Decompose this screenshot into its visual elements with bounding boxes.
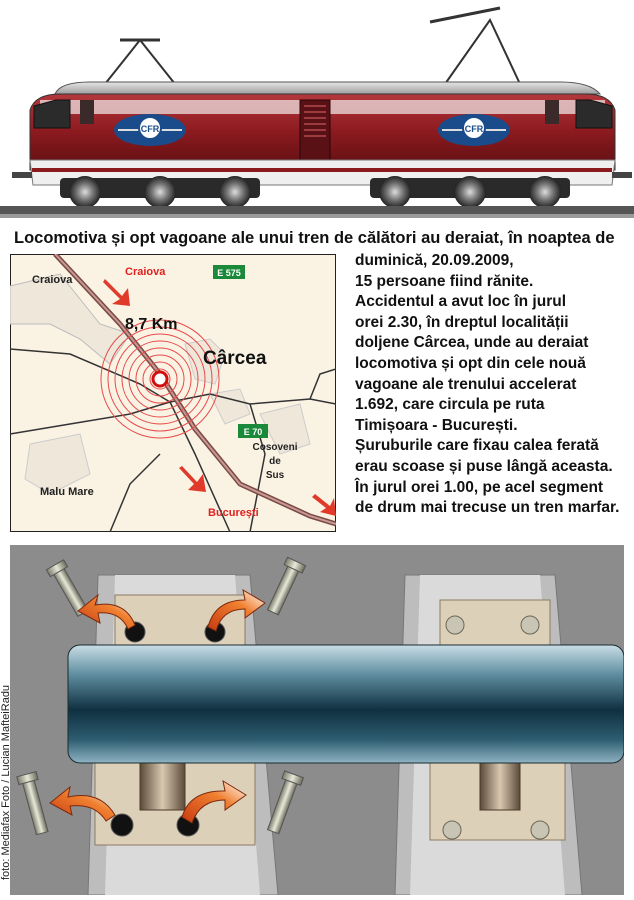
- body-line: vagoane ale trenului accelerat: [355, 375, 577, 393]
- svg-text:CFR: CFR: [464, 124, 484, 134]
- body-line: de drum mai trecuse un tren marfar.: [355, 499, 620, 517]
- locomotive-illustration: [0, 0, 634, 222]
- label-distance: 8,7 Km: [125, 316, 178, 333]
- pantograph-left: [105, 40, 175, 84]
- bogie-right: [370, 176, 570, 208]
- body-line: doljene Cârcea, unde au deraiat: [355, 334, 589, 352]
- label-malu-mare: Malu Mare: [40, 486, 94, 498]
- label-cosoveni-1: Cosoveni: [252, 442, 298, 453]
- label-craiova-route: Craiova: [125, 266, 166, 278]
- cfr-logo-right: [438, 114, 510, 146]
- label-cosoveni-2: de: [269, 456, 281, 467]
- rail-fastening-diagram: [10, 545, 624, 895]
- pantograph-right: [430, 8, 520, 84]
- photo-credit: foto: Mediafax Foto / Lucian MafteiRadu: [0, 684, 12, 880]
- body-line: 15 persoane fiind rănite.: [355, 272, 534, 290]
- body-line: În jurul orei 1.00, pe acel segment: [355, 478, 604, 496]
- body-line: duminică, 20.09.2009,: [355, 252, 514, 269]
- body-line: orei 2.30, în dreptul localității: [355, 313, 569, 331]
- locomotive-roof: [55, 82, 600, 94]
- body-line: Timișoara - București.: [355, 416, 518, 434]
- rail-beam: [68, 645, 624, 763]
- svg-text:E 70: E 70: [243, 427, 263, 437]
- label-cosoveni-3: Sus: [265, 470, 285, 481]
- svg-text:CFR: CFR: [140, 124, 160, 134]
- accident-map: [10, 254, 336, 532]
- body-line: locomotiva și opt din cele nouă: [355, 354, 586, 372]
- body-line: 1.692, care circula pe ruta: [355, 396, 545, 414]
- body-line: Accidentul a avut loc în jurul: [355, 293, 567, 311]
- label-bucuresti-route: București: [208, 507, 259, 519]
- article-body: [355, 251, 627, 519]
- label-carcea: Cârcea: [203, 348, 267, 369]
- headline: Locomotiva și opt vagoane ale unui tren de călători au deraiat, în noaptea de: [14, 229, 615, 247]
- body-line: Șuruburile care fixau calea ferată: [355, 437, 599, 455]
- body-line: erau scoase și puse lângă aceasta.: [355, 457, 613, 475]
- road-badge-e575: [213, 265, 245, 279]
- road-badge-e70: [238, 424, 268, 438]
- label-craiova-town: Craiova: [32, 274, 73, 286]
- svg-text:E 575: E 575: [217, 268, 241, 278]
- bogie-left: [60, 176, 260, 208]
- rail-line: [0, 206, 634, 214]
- cfr-logo-left: [114, 114, 186, 146]
